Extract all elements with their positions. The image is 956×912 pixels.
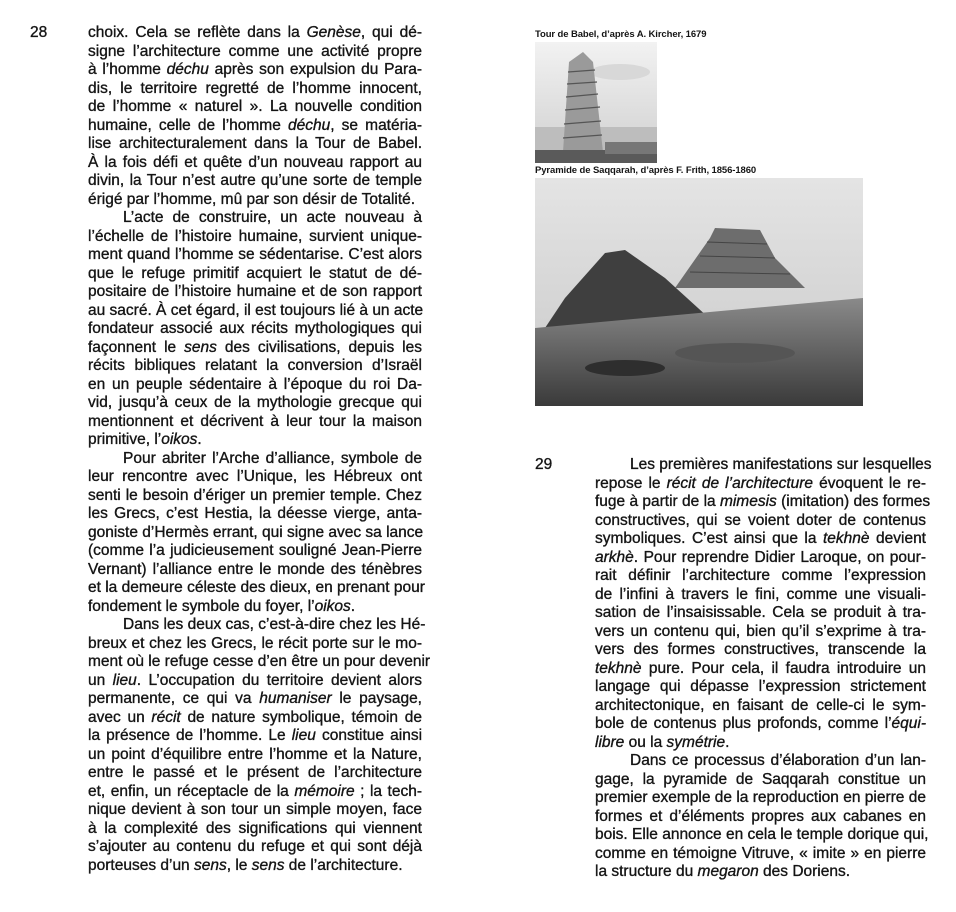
text-run: divin, la Tour n’est autre qu’une sorte de temple <box>88 172 422 189</box>
text-line <box>88 43 422 62</box>
text-run: un <box>88 671 113 689</box>
text-line <box>88 61 422 80</box>
text-run: et, enfin, un réceptacle de la <box>88 782 295 800</box>
text-line <box>88 302 422 321</box>
text-run: ment quand l’homme se sédentarise. C’est alors <box>88 246 422 263</box>
text-run: érigé par l’homme, mû par son désir de Totalité. <box>88 190 416 208</box>
text-run: . Pour reprendre Didier Laroque, on pour- <box>633 548 926 566</box>
text-line <box>595 808 926 827</box>
paragraph <box>88 24 422 209</box>
italic-text: sens <box>184 338 217 356</box>
text-run: humaine, celle de l’homme <box>88 116 288 134</box>
text-line <box>595 623 926 642</box>
text-run: symboliques. C’est ainsi que la <box>595 530 823 547</box>
paragraph <box>88 209 422 450</box>
text-line <box>88 172 422 191</box>
italic-text: lieu <box>291 727 316 744</box>
text-run: bois. Elle annonce en cela le temple dorique qui, <box>595 826 929 843</box>
text-line <box>88 857 422 876</box>
text-line <box>88 135 422 154</box>
text-run: , se matéria- <box>330 116 423 134</box>
text-run: architectonique, en faisant de celle-ci le sym- <box>595 696 926 714</box>
text-line <box>88 801 422 820</box>
text-run: évoquent le re- <box>813 474 926 492</box>
italic-text: megaron <box>697 863 759 880</box>
text-line <box>88 413 422 432</box>
text-line <box>88 394 422 413</box>
text-run: constitue ainsi <box>315 727 423 744</box>
italic-text: récit <box>151 708 181 726</box>
text-line <box>595 512 926 531</box>
italic-text: oikos <box>161 431 198 448</box>
text-line <box>88 154 422 173</box>
text-line <box>88 635 422 654</box>
italic-text: Genèse <box>306 24 361 41</box>
text-run: . <box>197 431 202 448</box>
italic-text: sens <box>251 856 285 874</box>
text-line <box>595 845 926 864</box>
text-line <box>595 752 926 771</box>
text-line <box>88 209 422 228</box>
italic-text: récit de l’architecture <box>666 474 814 492</box>
text-line <box>88 783 422 802</box>
text-run: de l’infini à travers le fini, comme une visuali- <box>595 585 926 603</box>
text-run: constructives, qui se voient doter de contenus <box>595 511 926 529</box>
text-run: mentionnent et décrivent à leur tour la maison <box>88 412 422 430</box>
text-line <box>88 283 422 302</box>
italic-text: déchu <box>287 116 331 134</box>
text-run: entre le passé et le présent de l’architecture <box>88 764 422 781</box>
italic-text: mimesis <box>719 493 777 510</box>
text-run: devient <box>869 530 926 547</box>
text-line <box>595 493 931 512</box>
italic-text: sens <box>194 856 227 874</box>
text-run: pure. Pour cela, il faudra introduire un <box>641 659 926 677</box>
text-run: permanente, ce qui va <box>88 690 260 707</box>
italic-text: libre <box>595 733 625 751</box>
text-run: ment où le refuge cesse d’en être un pour devenir <box>88 653 431 670</box>
text-run: L’acte de construire, un acte nouveau à <box>123 209 422 226</box>
text-run: repose le <box>595 474 667 492</box>
text-run: vid, jusqu’à ceux de la mythologie grecque qui <box>88 394 422 411</box>
text-run: bole de contenus plus profonds, comme l’ <box>595 715 892 732</box>
text-run: à l’homme <box>88 61 167 78</box>
italic-text: tekhnè <box>822 530 870 547</box>
text-line <box>88 117 422 136</box>
text-line <box>88 820 422 839</box>
text-line <box>88 431 422 450</box>
text-run: . L’occupation du territoire devient alors <box>136 671 422 689</box>
text-line <box>88 524 422 543</box>
text-line <box>595 586 926 605</box>
paragraph <box>595 456 932 752</box>
text-line <box>595 475 926 494</box>
italic-text: équi- <box>891 715 926 732</box>
text-line <box>595 567 926 586</box>
text-run: porteuses d’un <box>88 856 194 874</box>
text-line <box>595 863 926 882</box>
text-line <box>88 339 422 358</box>
text-line <box>88 450 422 469</box>
text-run: Pour abriter l’Arche d’alliance, symbole de <box>123 449 422 467</box>
text-line <box>88 746 422 765</box>
text-line <box>88 727 422 746</box>
text-run: Les premières manifestations sur lesquelles <box>630 456 932 473</box>
text-run: en un peuple sédentaire à l’époque du roi Da- <box>88 375 422 393</box>
text-run: que le refuge primitif acquiert le statut de dé- <box>88 264 422 282</box>
text-run: positaire de l’histoire humaine et de son rapport <box>88 283 422 300</box>
text-run: . <box>350 597 356 615</box>
text-run: récits bibliques relatant la conversion d’Israël <box>88 357 422 374</box>
tower-of-babel-image <box>535 42 657 163</box>
text-line <box>88 24 422 43</box>
text-run: Dans les deux cas, c’est-à-dire chez les Hé- <box>123 616 426 633</box>
text-run: choix. Cela se reflète dans la <box>88 24 307 41</box>
text-line <box>88 505 422 524</box>
text-run: la structure du <box>595 863 698 880</box>
text-line <box>88 838 422 857</box>
text-run: signe l’architecture comme une activité propre <box>88 42 422 60</box>
text-line <box>88 561 422 580</box>
text-line <box>595 530 926 549</box>
text-run: dis, le territoire regretté de l’homme innocent, <box>88 79 422 97</box>
left-body-text <box>88 24 431 875</box>
text-line <box>88 709 422 728</box>
text-run: les Grecs, c’est Hestia, la déesse vierge, anta- <box>88 505 422 522</box>
text-run: ; la tech- <box>354 782 422 800</box>
italic-text: arkhè <box>595 548 634 566</box>
text-line <box>595 734 926 753</box>
text-line <box>88 579 425 598</box>
right-body-text <box>595 456 932 882</box>
text-run: goniste d’Hermès errant, qui signe avec sa lance <box>88 523 424 541</box>
text-line <box>88 598 422 617</box>
text-run: . <box>725 733 730 751</box>
text-line <box>595 715 926 734</box>
text-line <box>88 468 422 487</box>
text-run: rait définir l’architecture comme l’expression <box>595 567 926 584</box>
text-run: fuge à partir de la <box>595 493 720 510</box>
italic-text: déchu <box>166 61 209 78</box>
text-run: vers un contenu qui, bien qu’il s’exprime à tra- <box>595 622 926 640</box>
text-run: langage qui dépasse l’expression strictement <box>595 678 926 695</box>
text-run: l’échelle de l’histoire humaine, survient unique- <box>88 227 422 245</box>
text-run: à la complexité des significations qui viennent <box>88 819 422 837</box>
text-line <box>595 604 926 623</box>
text-run: s’ajouter au contenu du refuge et qui sont déjà <box>88 838 422 855</box>
text-run: façonnent le <box>88 338 185 356</box>
text-run: lise architecturalement dans la Tour de Babel. <box>88 135 422 152</box>
text-line <box>595 697 926 716</box>
text-line <box>595 826 929 845</box>
text-run: breux et chez les Grecs, le récit porte sur le mo- <box>88 634 422 652</box>
text-line <box>88 357 422 376</box>
text-run: Vernant) l’alliance entre le monde des ténèbres <box>88 560 422 578</box>
text-line <box>595 641 926 660</box>
text-line <box>595 771 926 790</box>
text-run: ou la <box>624 733 667 751</box>
text-line <box>595 456 932 475</box>
text-run: le paysage, <box>331 690 422 707</box>
figure-caption-babel: Tour de Babel, d’après A. Kircher, 1679 <box>535 29 707 40</box>
text-line <box>88 98 422 117</box>
text-run: primitive, l’ <box>88 431 162 448</box>
text-line <box>88 653 431 672</box>
text-run: des civilisations, depuis les <box>216 338 422 356</box>
figure-caption-saqqarah: Pyramide de Saqqarah, d’après F. Frith, 1856-1860 <box>535 165 757 176</box>
italic-text: oikos <box>314 597 351 615</box>
text-run: et la demeure céleste des dieux, en prenant pour <box>88 579 425 596</box>
page-number-right: 29 <box>535 456 553 473</box>
paragraph <box>88 616 431 875</box>
text-line <box>88 542 422 561</box>
text-run: après son expulsion du Para- <box>208 61 422 78</box>
text-run: fondement le symbole du foyer, l’ <box>88 597 315 615</box>
text-run: nique devient à son tour un simple moyen, face <box>88 801 422 818</box>
text-line <box>88 376 422 395</box>
text-line <box>88 80 422 99</box>
text-line <box>88 246 422 265</box>
text-run: senti le besoin d’ériger un premier temple. Chez <box>88 486 422 504</box>
saqqarah-pyramid-image <box>535 178 863 406</box>
page-number-left: 28 <box>30 24 48 41</box>
italic-text: mémoire <box>294 782 355 800</box>
text-line <box>595 789 926 808</box>
text-run: , le <box>226 856 252 874</box>
text-run: premier exemple de la reproduction en pierre de <box>595 789 926 806</box>
text-run: de l’homme « naturel ». La nouvelle condition <box>88 98 422 115</box>
text-run: leur rencontre avec l’Unique, les Hébreux ont <box>88 468 422 485</box>
paragraph <box>88 449 425 617</box>
text-run: de l’architecture. <box>284 856 403 874</box>
text-run: , qui dé- <box>360 24 422 41</box>
italic-text: humaniser <box>259 690 332 707</box>
text-line <box>88 616 426 635</box>
italic-text: symétrie <box>666 733 726 751</box>
text-run: la présence de l’homme. Le <box>88 727 292 744</box>
text-line <box>88 228 422 247</box>
text-line <box>595 660 926 679</box>
text-run: de nature symbolique, témoin de <box>180 708 422 726</box>
text-line <box>88 672 422 691</box>
text-run: (comme l’a judicieusement souligné Jean-Pierre <box>88 542 422 559</box>
text-run: comme en témoigne Vitruve, « imite » en pierre <box>595 844 926 862</box>
text-line <box>595 549 926 568</box>
text-line <box>88 191 422 210</box>
text-run: Dans ce processus d’élaboration d’un lan- <box>630 752 926 769</box>
text-run: gage, la pyramide de Saqqarah constitue un <box>595 770 926 788</box>
text-line <box>88 320 422 339</box>
text-line <box>88 265 422 284</box>
text-run: (imitation) des formes <box>776 493 931 510</box>
italic-text: lieu <box>112 671 137 689</box>
text-run: À la fois défi et quête d’un nouveau rapport au <box>88 153 422 171</box>
text-run: au sacré. À cet égard, il est toujours lié à un acte <box>88 301 424 319</box>
text-run: avec un <box>88 708 152 726</box>
text-line <box>595 678 926 697</box>
text-line <box>88 690 422 709</box>
text-run: fondateur associé aux récits mythologiques qui <box>88 320 422 337</box>
text-line <box>88 487 422 506</box>
text-run: sation de l’insaisissable. Cela se produit à tra- <box>595 604 926 621</box>
text-run: des Doriens. <box>758 863 851 880</box>
text-line <box>88 764 422 783</box>
text-run: vers des formes constructives, transcende la <box>595 641 926 658</box>
italic-text: tekhnè <box>595 659 642 677</box>
text-run: formes et d’éléments propres aux cabanes en <box>595 807 926 825</box>
text-run: un point d’équilibre entre l’homme et la Nature, <box>88 745 422 763</box>
paragraph <box>595 752 929 882</box>
